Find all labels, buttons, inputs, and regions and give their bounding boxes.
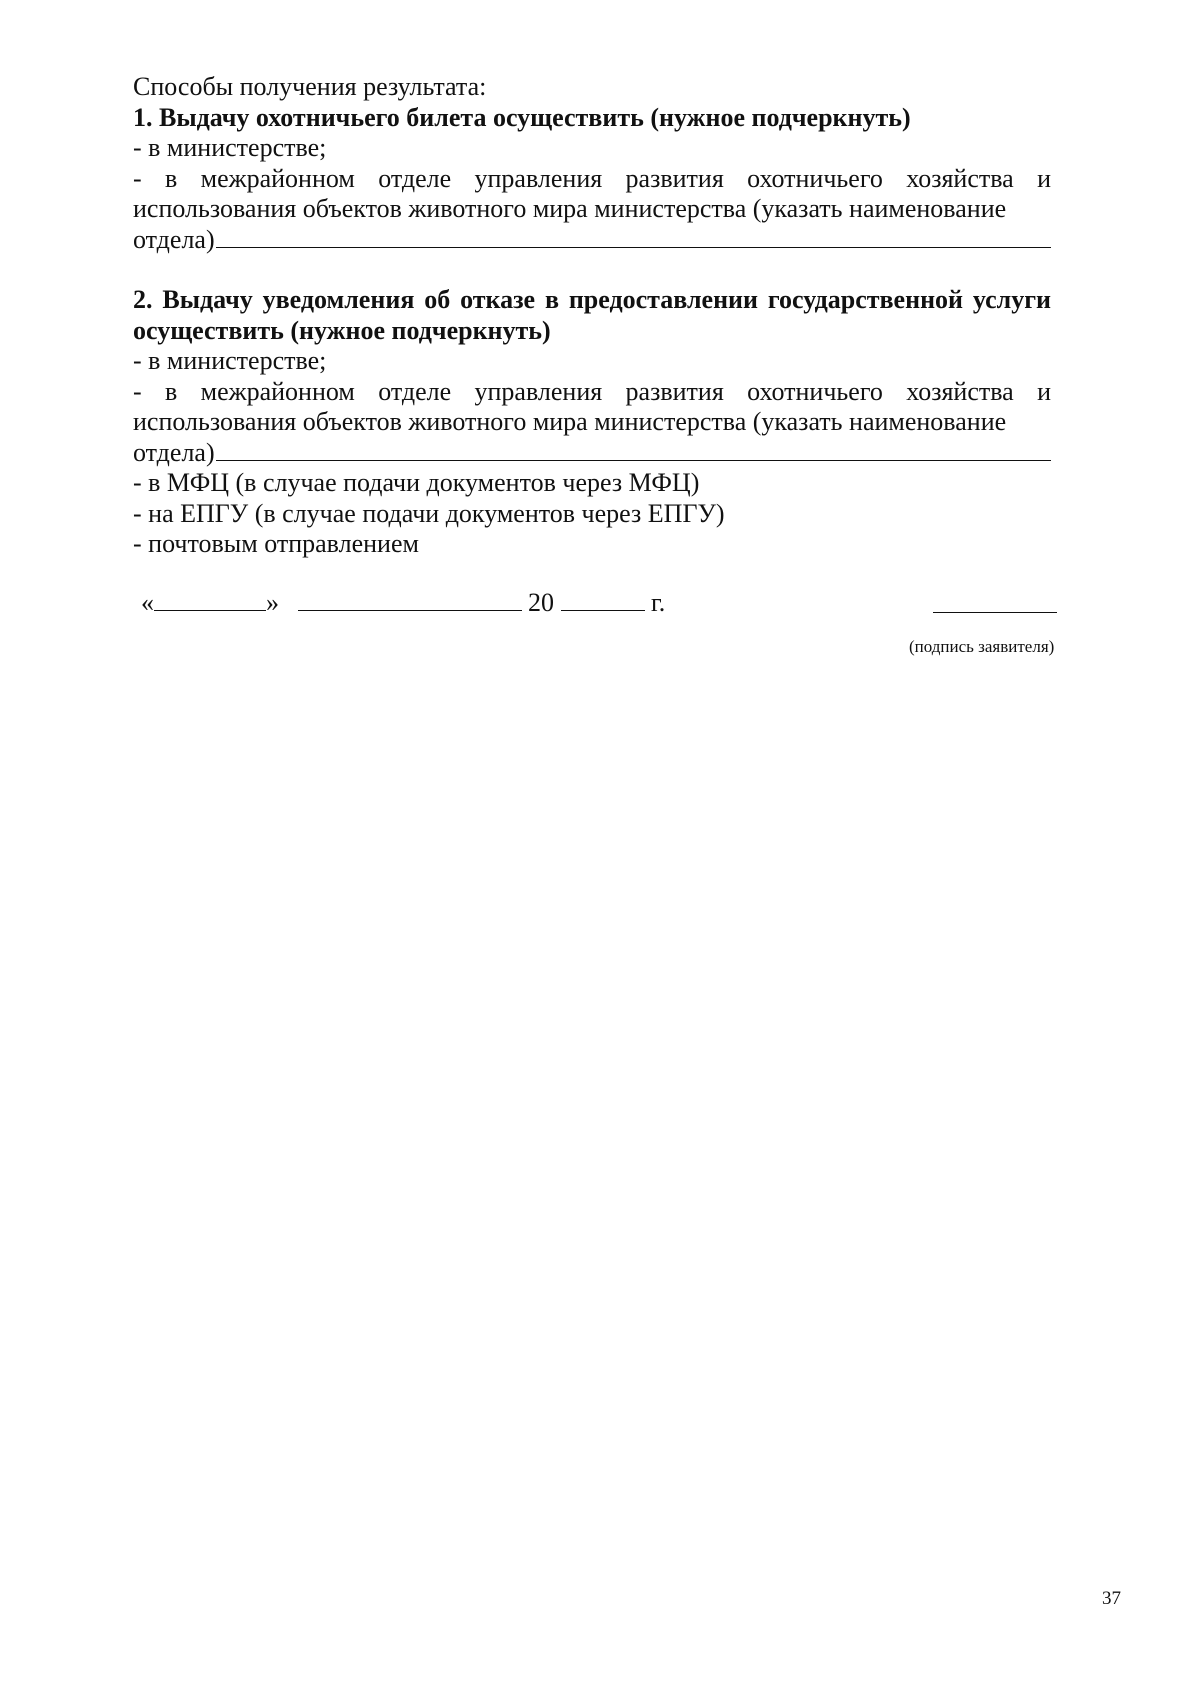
year-blank[interactable] — [561, 588, 645, 611]
section1-department-field-row — [133, 225, 1051, 256]
signature-row — [133, 587, 1055, 656]
section2-department-blank[interactable] — [216, 438, 1051, 461]
signature-blank[interactable] — [933, 612, 1057, 613]
day-blank[interactable] — [154, 588, 266, 611]
section2-option-ministry: - в министерстве; — [133, 346, 327, 375]
section1-heading: 1. Выдачу охотничьего билета осуществить (нужное подчеркнуть) — [133, 102, 911, 132]
spacer — [133, 560, 1051, 588]
section1-option-ministry: - в министерстве; — [133, 133, 327, 162]
page-number: 37 — [1102, 1588, 1121, 1609]
section2-department-label: отдела) — [133, 437, 215, 467]
section1-department-label: отдела) — [133, 224, 215, 254]
spacer — [133, 255, 1051, 285]
year-suffix: г. — [651, 587, 666, 617]
intro-text: Способы получения результата: — [133, 72, 487, 101]
section2-option-epgu: - на ЕПГУ (в случае подачи документов через ЕПГУ) — [133, 498, 725, 528]
section1-department-blank[interactable] — [216, 225, 1051, 248]
section2-option-post: - почтовым отправлением — [133, 529, 419, 558]
section2-heading: 2. Выдачу уведомления об отказе в предоставлении государственной услуги осуществить (нужное подчеркнуть) — [133, 285, 1051, 345]
section2-option-department: - в межрайонном отделе управления развития охотничьего хозяйства и использования объектов животного мира министерства (указать наименование — [133, 376, 1051, 436]
date-field — [141, 588, 665, 619]
signature-caption: (подпись заявителя) — [909, 636, 1055, 656]
section2-option-mfc: - в МФЦ (в случае подачи документов через МФЦ) — [133, 468, 700, 497]
year-prefix: 20 — [528, 587, 554, 617]
month-blank[interactable] — [298, 588, 522, 611]
document-page — [133, 72, 1055, 656]
quote-close: » — [266, 587, 279, 617]
section2-department-field-row — [133, 438, 1051, 469]
section1-option-department: - в межрайонном отделе управления развития охотничьего хозяйства и использования объектов животного мира министерства (указать наименование — [133, 163, 1051, 223]
quote-open: « — [141, 587, 154, 617]
